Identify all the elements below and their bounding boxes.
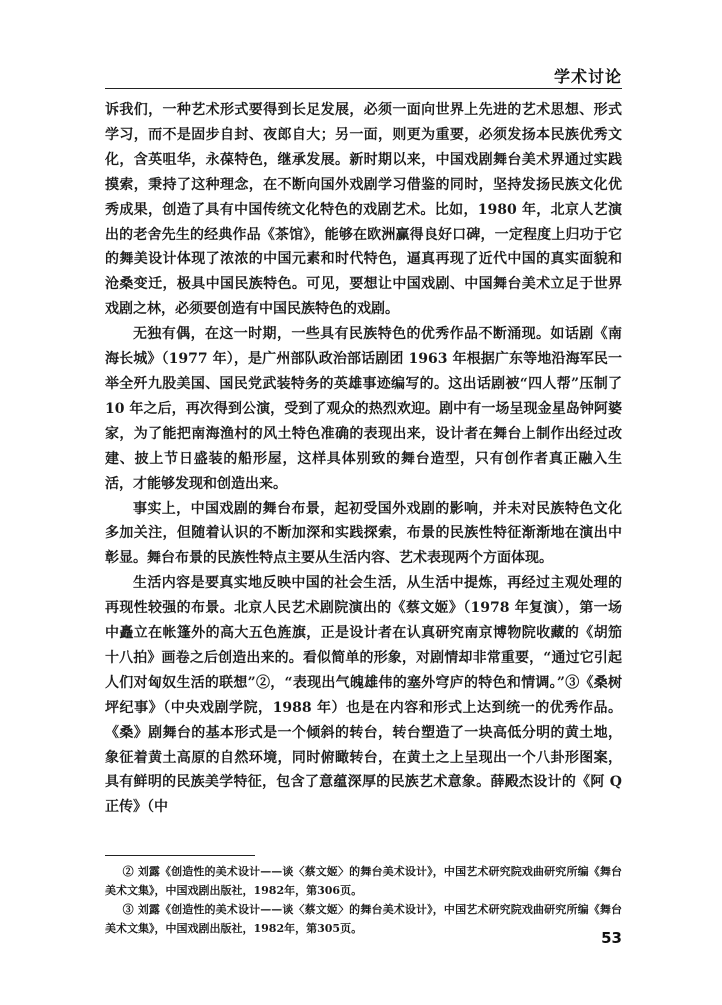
- paragraph: 无独有偶，在这一时期，一些具有民族特色的优秀作品不断涌现。如话剧《南海长城》（1977 年），是广州部队政治部话剧团 1963 年根据广东等地沿海军民一举全歼九股美国、国民党武装特务的英雄事迹编写的。这出话剧被“四人帮”压制了 10 年之后，再次得到公演，受到了观众的热烈欢迎。剧中有一场呈现金星岛钟阿婆家，为了能把南海渔村的风土特色准确的表现出来，设计者在舞台上制作出经过改建、披上节日盛装的船形屋，这样具体别致的舞台造型，只有创作者真正融入生活，才能够发现和创造出来。: [105, 326, 622, 492]
- section-title: 学术讨论: [553, 67, 622, 86]
- footnotes: [105, 862, 622, 938]
- paragraph: 诉我们，一种艺术形式要得到长足发展，必须一面向世界上先进的艺术思想、形式学习，而不是固步自封、夜郎自大；另一面，则更为重要，必须发扬本民族优秀文化，含英咀华，永葆特色，继承发展。新时期以来，中国戏剧舞台美术界通过实践摸索，秉持了这种理念，在不断向国外戏剧学习借鉴的同时，坚持发扬民族文化优秀成果，创造了具有中国传统文化特色的戏剧艺术。比如，1980 年，北京人艺演出的老舍先生的经典作品《茶馆》，能够在欧洲赢得良好口碑，一定程度上归功于它的舞美设计体现了浓浓的中国元素和时代特色，逼真再现了近代中国的真实面貌和沧桑变迁，极具中国民族特色。可见，要想让中国戏剧、中国舞台美术立足于世界戏剧之林，必须要创造有中国民族特色的戏剧。: [105, 102, 622, 318]
- body-text: [105, 98, 622, 820]
- footnote-rule: [105, 855, 255, 856]
- paragraph: 事实上，中国戏剧的舞台布景，起初受国外戏剧的影响，并未对民族特色文化多加关注，但随着认识的不断加深和实践探索，布景的民族性特征渐渐地在演出中彰显。舞台布景的民族性特点主要从生活内容、艺术表现两个方面体现。: [105, 500, 622, 567]
- footnote: ② 刘露《创造性的美术设计——谈〈蔡文姬〉的舞台美术设计》，中国艺术研究院戏曲研究所编《舞台美术文集》，中国戏剧出版社，1982年，第306页。: [105, 865, 622, 897]
- paragraph: 生活内容是要真实地反映中国的社会生活，从生活中提炼，再经过主观处理的再现性较强的布景。北京人民艺术剧院演出的《蔡文姬》（1978 年复演），第一场中矗立在帐篷外的高大五色旌旗，正是设计者在认真研究南京博物院收藏的《胡笳十八拍》画卷之后创造出来的。看似简单的形象，对剧情却非常重要，“通过它引起人们对匈奴生活的联想”②，“表现出气魄雄伟的塞外穹庐的特色和情调。”③《桑树坪纪事》（中央戏剧学院，1988 年）也是在内容和形式上达到统一的优秀作品。《桑》剧舞台的基本形式是一个倾斜的转台，转台塑造了一块高低分明的黄土地，象征着黄土高原的自然环境，同时俯瞰转台，在黄土之上呈现出一个八卦形图案，具有鲜明的民族美学特征，包含了意蕴深厚的民族艺术意象。薛殿杰设计的《阿 Q 正传》（中: [105, 575, 622, 816]
- header-rule: [105, 88, 622, 89]
- page-number: 53: [601, 929, 622, 947]
- footnote: ③ 刘露《创造性的美术设计——谈〈蔡文姬〉的舞台美术设计》，中国艺术研究院戏曲研究所编《舞台美术文集》，中国戏剧出版社，1982年，第305页。: [105, 903, 622, 935]
